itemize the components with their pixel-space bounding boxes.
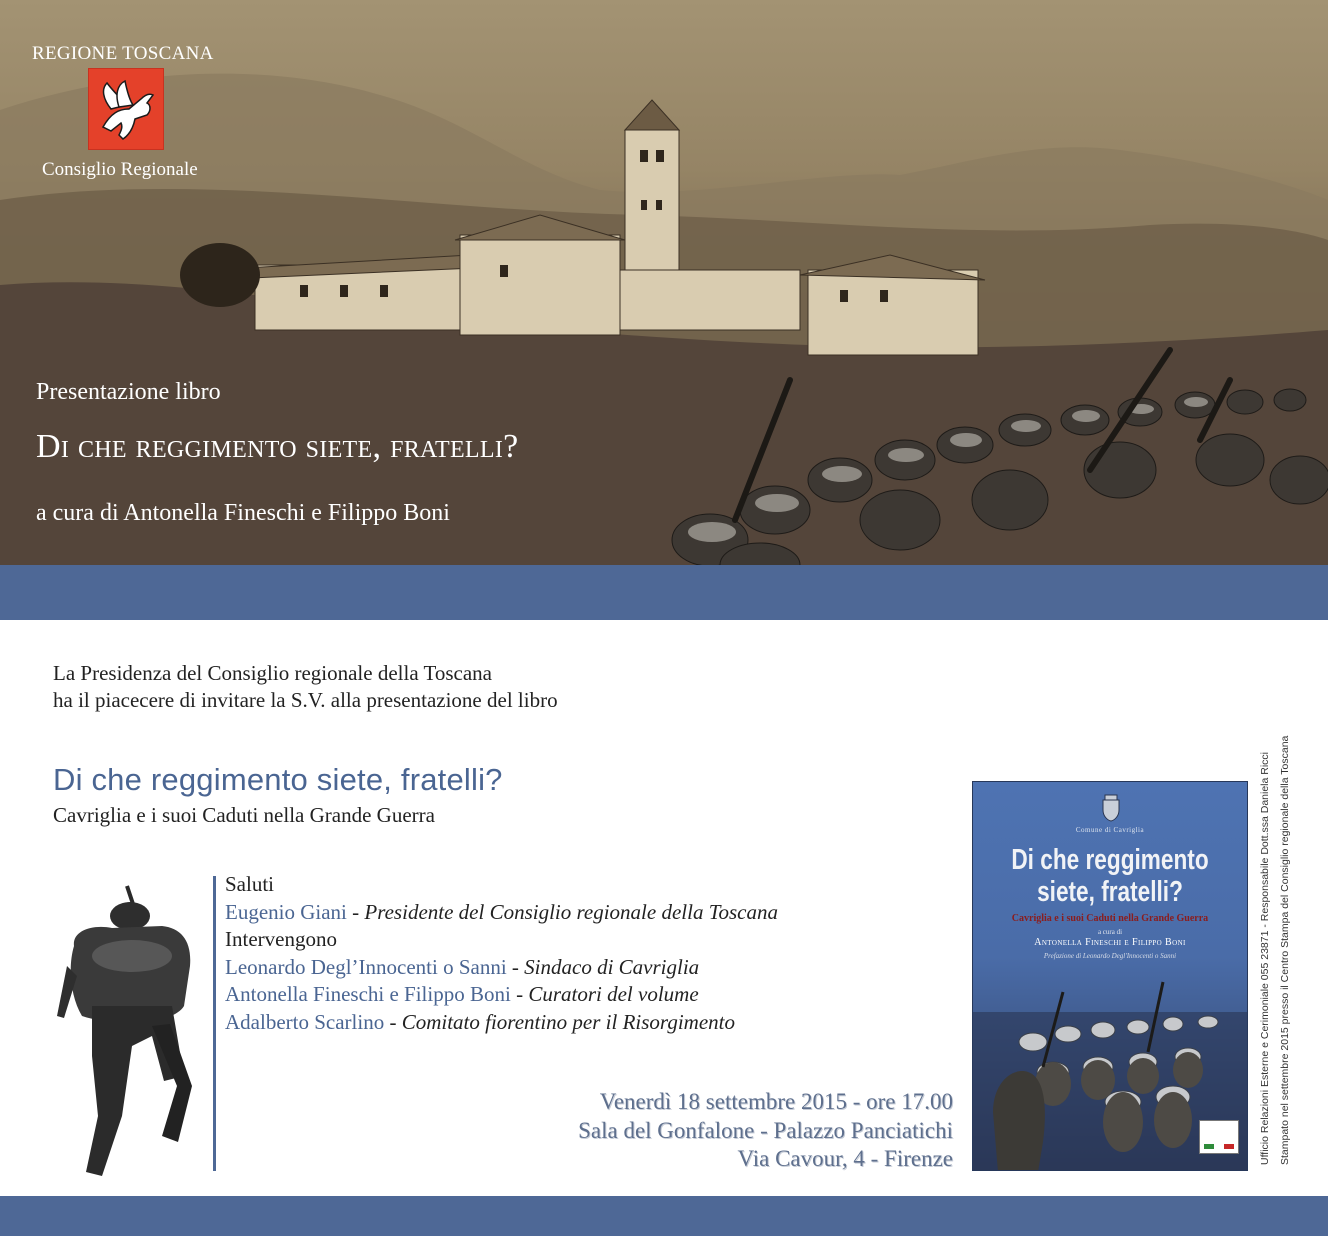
speaker-name: Leonardo Degl’Innocenti o Sanni xyxy=(225,954,507,979)
event-kicker: Presentazione libro xyxy=(36,379,221,405)
centenary-badge xyxy=(1199,1120,1239,1154)
invitation-text xyxy=(53,660,558,714)
header-banner xyxy=(0,0,1328,565)
footer-accent-strip xyxy=(0,1196,1328,1236)
program-entry xyxy=(225,1009,778,1037)
cover-preface: Prefazione di Leonardo Degl'Innocenti o Sanni xyxy=(1043,952,1177,960)
region-council: Consiglio Regionale xyxy=(42,159,198,180)
cover-title-line: siete, fratelli? xyxy=(1037,876,1183,908)
italian-flag-icon xyxy=(1204,1144,1234,1149)
soldier-silhouette xyxy=(52,876,202,1176)
book-cover-image xyxy=(972,781,1248,1171)
cover-authors: Antonella Fineschi e Filippo Boni xyxy=(1034,937,1186,948)
invitation-line: ha il piacecere di invitare la S.V. alla presentazione del libro xyxy=(53,688,558,712)
section-heading: Intervengono xyxy=(225,927,337,951)
book-subtitle: Cavriglia e i suoi Caduti nella Grande Guerra xyxy=(53,803,435,827)
pegasus-icon xyxy=(88,68,164,150)
cover-editor-label: a cura di xyxy=(1097,928,1123,936)
program-entry xyxy=(225,899,778,927)
cover-subtitle: Cavriglia e i suoi Caduti nella Grande Guerra xyxy=(1011,913,1209,924)
header-accent-strip xyxy=(0,565,1328,620)
program-divider xyxy=(213,876,216,1171)
page-title: Di che reggimento siete, fratelli? xyxy=(36,428,519,465)
separator: - xyxy=(510,982,529,1006)
program-entry xyxy=(225,981,778,1009)
village-photo xyxy=(0,0,1328,565)
separator: - xyxy=(346,899,365,924)
book-title: Di che reggimento siete, fratelli? xyxy=(53,762,503,797)
program-entry xyxy=(225,954,778,982)
speaker-role: Presidente del Consiglio regionale della Toscana xyxy=(364,899,778,924)
event-venue: Sala del Gonfalone - Palazzo Panciatichi xyxy=(578,1117,953,1143)
speaker-name: Antonella Fineschi e Filippo Boni xyxy=(225,982,511,1006)
speaker-name: Adalberto Scarlino xyxy=(225,1009,385,1034)
cover-title xyxy=(1003,844,1217,908)
credits-line: Ufficio Relazioni Esterne e Cerimoniale 055 23871 - Responsabile Dott.ssa Daniela Ricci xyxy=(1259,751,1271,1165)
speaker-role: Sindaco di Cavriglia xyxy=(524,954,700,979)
credits-line: Stampato nel settembre 2015 presso il Centro Stampa del Consiglio regionale della Toscana xyxy=(1279,735,1291,1165)
event-details xyxy=(578,1088,953,1174)
separator: - xyxy=(384,1009,402,1034)
cover-title-line: Di che reggimento xyxy=(1011,844,1209,876)
program-list xyxy=(225,871,778,1036)
section-heading: Saluti xyxy=(225,872,275,896)
event-address: Via Cavour, 4 - Firenze xyxy=(737,1146,953,1171)
speaker-name: Eugenio Giani xyxy=(225,899,347,924)
cover-publisher: Comune di Cavriglia xyxy=(1075,826,1145,834)
print-credits xyxy=(1255,736,1295,1165)
editors-line: a cura di Antonella Fineschi e Filippo Boni xyxy=(36,500,450,526)
invitation-line: La Presidenza del Consiglio regionale della Toscana xyxy=(53,661,493,685)
coat-of-arms-icon xyxy=(1101,794,1121,822)
speaker-role: Curatori del volume xyxy=(528,982,699,1006)
separator: - xyxy=(506,954,525,979)
region-name: REGIONE TOSCANA xyxy=(32,43,214,64)
speaker-role: Comitato fiorentino per il Risorgimento xyxy=(401,1009,735,1034)
event-date-time: Venerdì 18 settembre 2015 - ore 17.00 xyxy=(599,1089,953,1114)
